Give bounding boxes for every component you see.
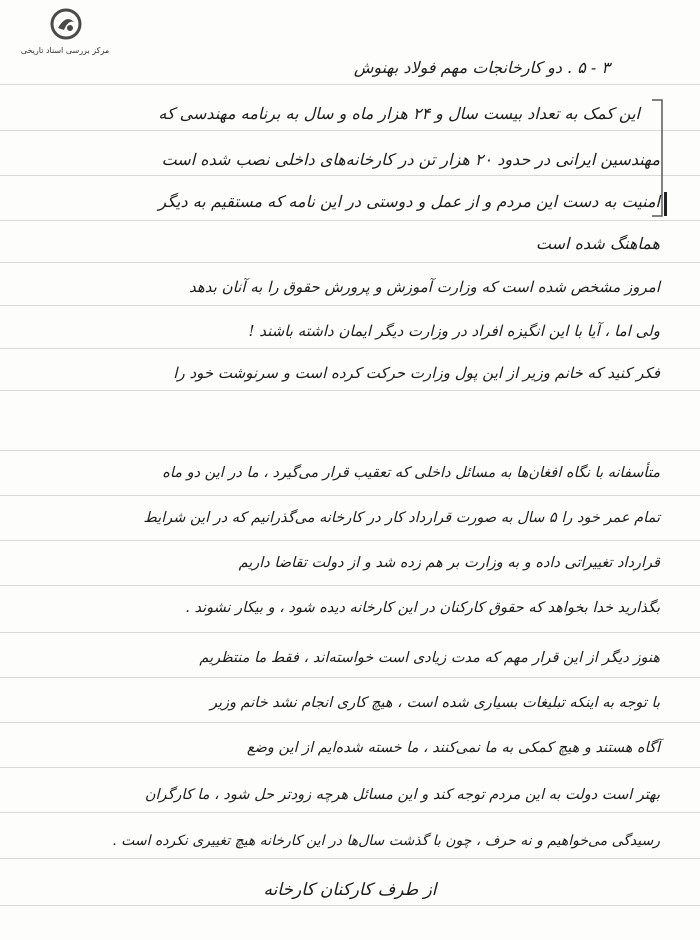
ruled-line	[0, 495, 700, 496]
ruled-line	[0, 585, 700, 586]
ruled-line	[0, 858, 700, 859]
ruled-line	[0, 220, 700, 221]
text-line: قرارداد تغییراتی داده و به وزارت بر هم زده شد و از دولت تقاضا داریم	[238, 555, 660, 571]
ruled-line	[0, 450, 700, 451]
text-line: ۳ - ۵ . دو کارخانجات مهم فولاد بهنوش	[353, 58, 610, 77]
text-line: ولی اما ، آیا با این انگیزه افراد در وزارت دیگر ایمان داشته باشند !	[248, 322, 660, 340]
text-line: آگاه هستند و هیچ کمکی به ما نمی‌کنند ، ما خسته شده‌ایم از این وضع	[246, 740, 660, 756]
ruled-line	[0, 305, 700, 306]
text-line: مهندسین ایرانی در حدود ۲۰ هزار تن در کارخانه‌های داخلی نصب شده است	[161, 150, 660, 169]
text-line: امنیت به دست این مردم و از عمل و دوستی در این نامه که مستقیم به دیگر	[158, 192, 660, 211]
text-line: بهتر است دولت به این مردم توجه کند و این مسائل هرچه زودتر حل شود ، ما کارگران	[144, 787, 660, 803]
text-line: تمام عمر خود را ۵ سال به صورت قرارداد کار در کارخانه می‌گذرانیم که در این شرایط	[143, 510, 660, 526]
ruled-line	[0, 632, 700, 633]
archive-logo	[10, 8, 120, 60]
ruled-line	[0, 540, 700, 541]
ruled-line	[0, 130, 700, 131]
ruled-line	[0, 390, 700, 391]
ruled-line	[0, 677, 700, 678]
margin-stroke	[664, 192, 667, 216]
text-line: هنوز دیگر از این قرار مهم که مدت زیادی است خواسته‌اند ، فقط ما منتظریم	[199, 650, 660, 666]
ruled-line	[0, 348, 700, 349]
text-line: با توجه به اینکه تبلیغات بسیاری شده است ، هیچ کاری انجام نشد خانم وزیر	[209, 695, 660, 711]
ruled-line	[0, 722, 700, 723]
ruled-line	[0, 84, 700, 85]
text-line: بگذارید خدا بخواهد که حقوق کارکنان در این کارخانه دیده شود ، و بیکار نشوند .	[185, 600, 660, 616]
ruled-line	[0, 262, 700, 263]
ruled-line	[0, 767, 700, 768]
signature-line: از طرف کارکنان کارخانه	[263, 880, 437, 900]
archive-logo-icon	[50, 8, 82, 40]
archive-logo-text: مرکز بررسی اسناد تاریخی	[20, 46, 110, 55]
text-line: امروز مشخص شده است که وزارت آموزش و پرورش حقوق را به آنان بدهد	[188, 278, 660, 296]
text-line: این کمک به تعداد بیست سال و ۲۴ هزار ماه و سال به برنامه مهندسی که	[158, 104, 640, 123]
ruled-line	[0, 905, 700, 906]
text-line: فکر کنید که خانم وزیر از این پول وزارت حرکت کرده است و سرنوشت خود را	[173, 364, 660, 382]
text-line: متأسفانه با نگاه افغان‌ها به مسائل داخلی که تعقیب قرار می‌گیرد ، ما در این دو ماه	[162, 465, 660, 481]
ruled-line	[0, 175, 700, 176]
text-line: رسیدگی می‌خواهیم و نه حرف ، چون با گذشت سال‌ها در این کارخانه هیچ تغییری نکرده است .	[112, 833, 660, 849]
text-line: هماهنگ شده است	[535, 234, 660, 253]
ruled-line	[0, 812, 700, 813]
